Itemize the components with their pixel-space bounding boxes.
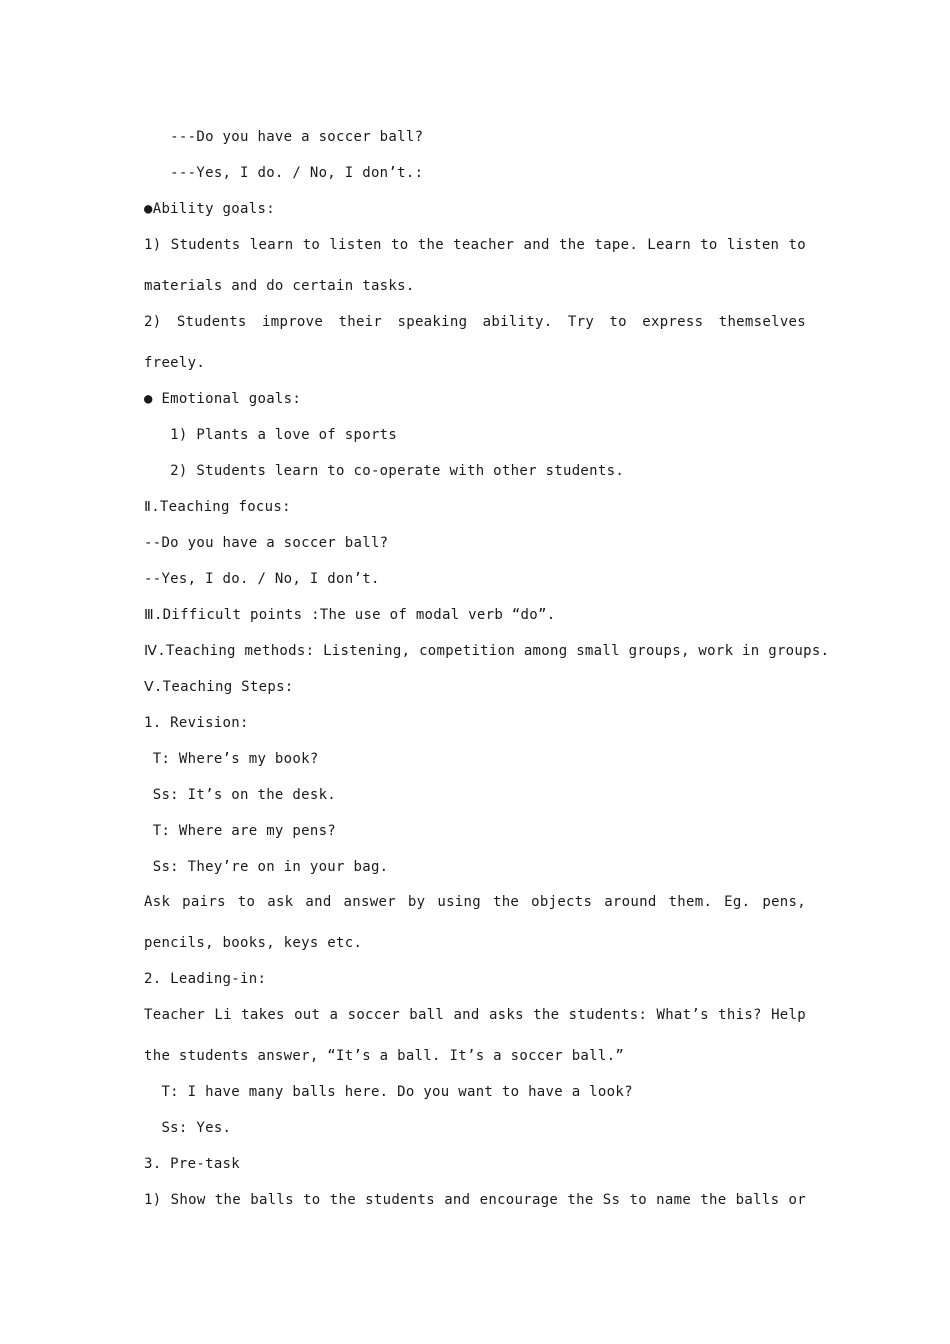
section-heading: Ⅲ.Difficult points :The use of modal verb “do”. xyxy=(144,607,556,623)
section-heading: Ⅳ.Teaching methods: Listening, competition among small groups, work in groups. xyxy=(144,643,830,659)
text-line: 1) Students learn to listen to the teacher and the tape. Learn to listen to xyxy=(144,237,806,253)
text-line: ---Yes, I do. / No, I don’t.: xyxy=(144,165,424,181)
dialogue-line: T: Where’s my book? xyxy=(144,751,319,767)
text-line: 2) Students learn to co-operate with other students. xyxy=(144,463,625,479)
dialogue-line: Ss: They’re on in your bag. xyxy=(144,859,389,875)
step-heading: 2. Leading-in: xyxy=(144,971,267,987)
text-line: Teacher Li takes out a soccer ball and asks the students: What’s this? Help xyxy=(144,1007,806,1023)
text-line: --Yes, I do. / No, I don’t. xyxy=(144,571,380,587)
step-heading: 3. Pre-task xyxy=(144,1156,241,1172)
section-heading: ●Ability goals: xyxy=(144,201,275,217)
section-heading: Ⅴ.Teaching Steps: xyxy=(144,679,294,695)
dialogue-line: T: Where are my pens? xyxy=(144,823,337,839)
text-line: --Do you have a soccer ball? xyxy=(144,535,389,551)
text-line: 2) Students improve their speaking ability. Try to express themselves xyxy=(144,314,806,330)
section-heading: Ⅱ.Teaching focus: xyxy=(144,499,291,515)
text-line: pencils, books, keys etc. xyxy=(144,935,363,951)
text-line: freely. xyxy=(144,355,206,371)
text-line: 1) Plants a love of sports xyxy=(144,427,398,443)
section-heading: ● Emotional goals: xyxy=(144,391,302,407)
text-line: the students answer, “It’s a ball. It’s a soccer ball.” xyxy=(144,1048,625,1064)
dialogue-line: Ss: It’s on the desk. xyxy=(144,787,337,803)
dialogue-line: T: I have many balls here. Do you want to have a look? xyxy=(144,1084,633,1100)
text-line: materials and do certain tasks. xyxy=(144,278,415,294)
dialogue-line: Ss: Yes. xyxy=(144,1120,232,1136)
text-line: Ask pairs to ask and answer by using the objects around them. Eg. pens, xyxy=(144,894,806,910)
step-heading: 1. Revision: xyxy=(144,715,249,731)
text-line: ---Do you have a soccer ball? xyxy=(144,129,424,145)
text-line: 1) Show the balls to the students and encourage the Ss to name the balls or xyxy=(144,1192,806,1208)
